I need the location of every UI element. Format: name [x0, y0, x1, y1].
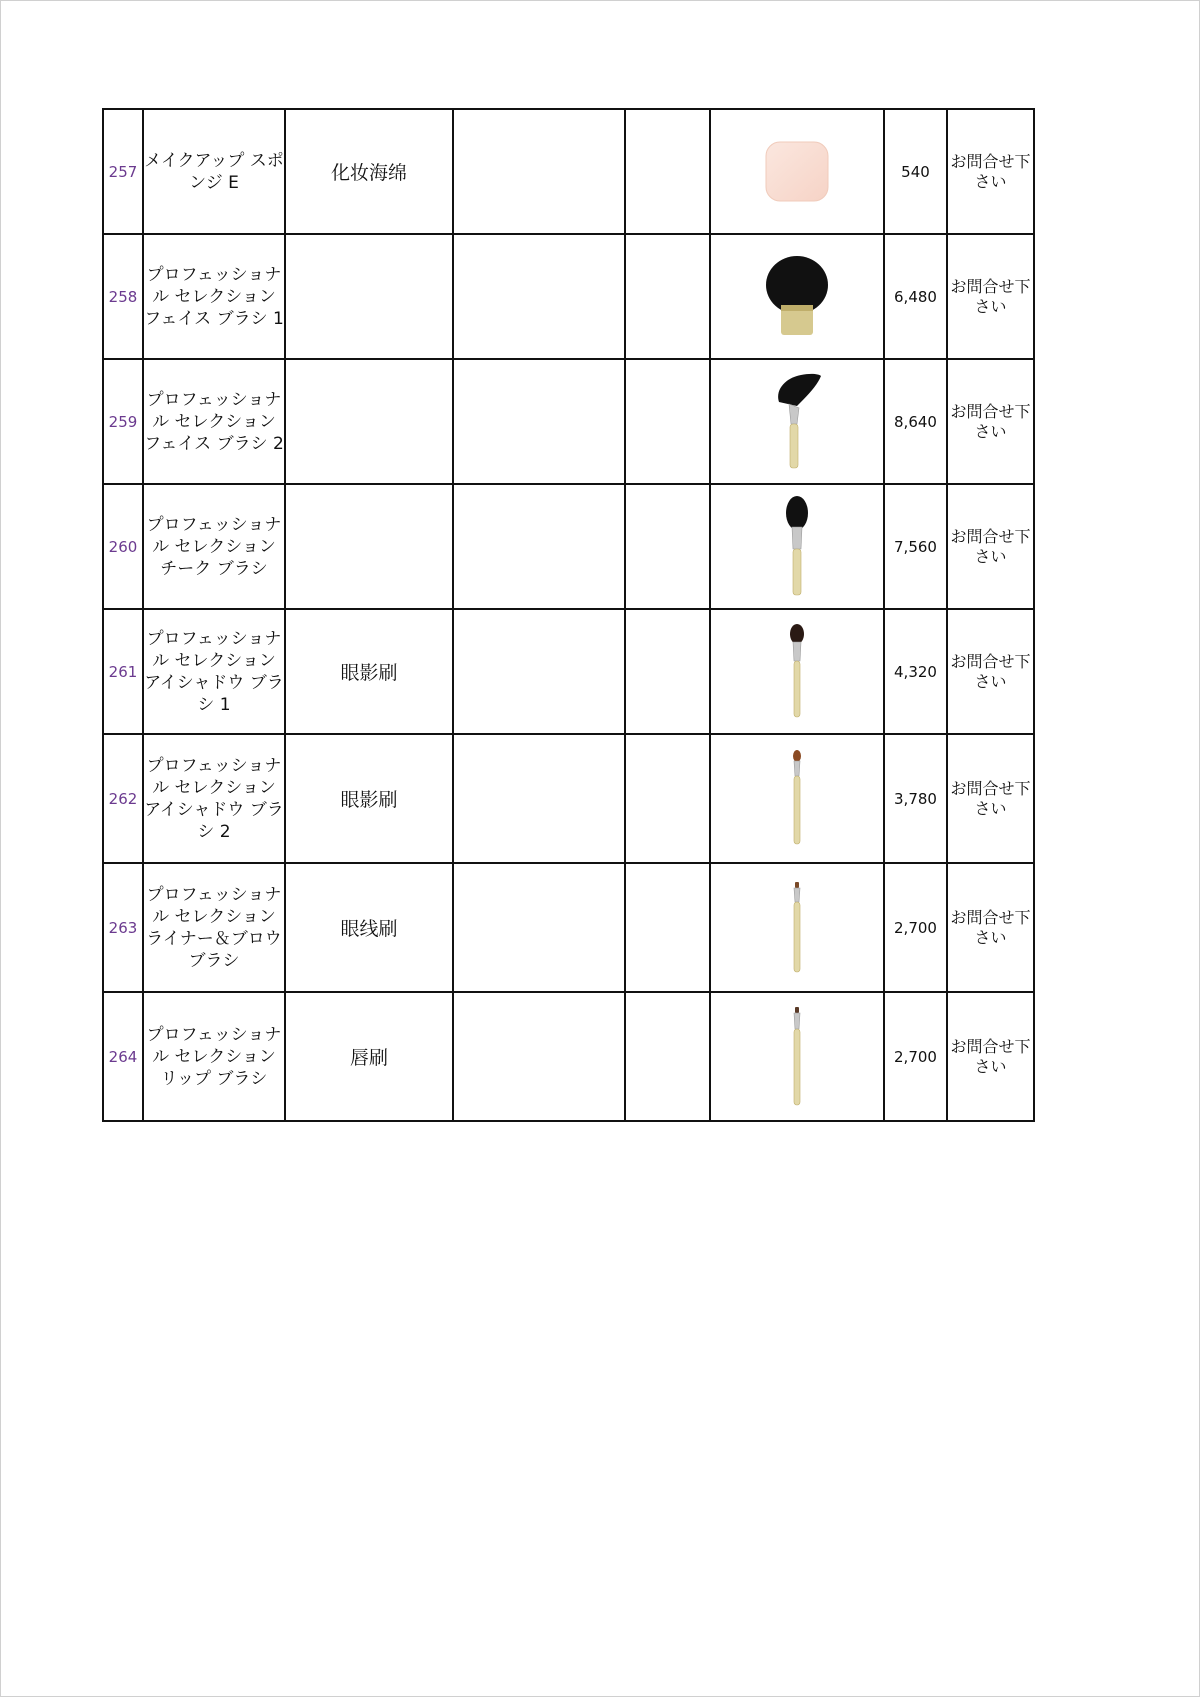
- angled-face-brush-icon: [767, 372, 827, 472]
- empty-cell: [453, 484, 625, 609]
- empty-cell: [625, 359, 710, 484]
- item-note: お問合せ下さい: [947, 359, 1034, 484]
- empty-cell: [625, 609, 710, 734]
- kabuki-brush-icon: [762, 255, 832, 339]
- item-price: 8,640: [884, 359, 947, 484]
- item-price: 3,780: [884, 734, 947, 863]
- item-number: 261: [103, 609, 143, 734]
- product-image-cell: [710, 234, 884, 359]
- item-chinese-name: 眼影刷: [285, 609, 453, 734]
- item-price: 4,320: [884, 609, 947, 734]
- item-number: 259: [103, 359, 143, 484]
- lip-brush-icon: [787, 1007, 807, 1107]
- table-row: [103, 992, 1034, 1121]
- item-note: お問合せ下さい: [947, 109, 1034, 234]
- product-image-cell: [710, 484, 884, 609]
- item-name: プロフェッショナル セレクション ライナー＆ブロウ ブラシ: [143, 863, 285, 992]
- sponge-icon: [762, 139, 832, 205]
- empty-cell: [453, 734, 625, 863]
- empty-cell: [625, 484, 710, 609]
- small-eyeshadow-brush-icon: [785, 750, 809, 848]
- item-note: お問合せ下さい: [947, 484, 1034, 609]
- empty-cell: [625, 863, 710, 992]
- item-note: お問合せ下さい: [947, 992, 1034, 1121]
- item-number: 258: [103, 234, 143, 359]
- product-image-cell: [710, 992, 884, 1121]
- item-number: 263: [103, 863, 143, 992]
- item-note: お問合せ下さい: [947, 734, 1034, 863]
- item-name: プロフェッショナル セレクション アイシャドウ ブラシ 2: [143, 734, 285, 863]
- item-note: お問合せ下さい: [947, 863, 1034, 992]
- product-table: [102, 108, 1035, 1122]
- table-row: [103, 234, 1034, 359]
- product-image-cell: [710, 863, 884, 992]
- empty-cell: [625, 234, 710, 359]
- empty-cell: [453, 359, 625, 484]
- table-row: [103, 484, 1034, 609]
- item-number: 260: [103, 484, 143, 609]
- item-chinese-name: 化妆海绵: [285, 109, 453, 234]
- item-chinese-name: [285, 359, 453, 484]
- empty-cell: [625, 109, 710, 234]
- item-price: 2,700: [884, 992, 947, 1121]
- item-number: 257: [103, 109, 143, 234]
- item-price: 7,560: [884, 484, 947, 609]
- item-number: 264: [103, 992, 143, 1121]
- item-price: 540: [884, 109, 947, 234]
- item-name: プロフェッショナル セレクション フェイス ブラシ 1: [143, 234, 285, 359]
- product-image-cell: [710, 109, 884, 234]
- table-row: [103, 359, 1034, 484]
- empty-cell: [625, 734, 710, 863]
- table-row: [103, 863, 1034, 992]
- eyeshadow-brush-icon: [782, 623, 812, 721]
- empty-cell: [453, 863, 625, 992]
- product-image-cell: [710, 359, 884, 484]
- item-name: プロフェッショナル セレクション アイシャドウ ブラシ 1: [143, 609, 285, 734]
- liner-brush-icon: [787, 882, 807, 974]
- item-chinese-name: 眼线刷: [285, 863, 453, 992]
- item-note: お問合せ下さい: [947, 234, 1034, 359]
- empty-cell: [453, 109, 625, 234]
- item-chinese-name: [285, 484, 453, 609]
- cheek-brush-icon: [777, 495, 817, 599]
- item-name: メイクアップ スポンジ E: [143, 109, 285, 234]
- item-number: 262: [103, 734, 143, 863]
- item-price: 2,700: [884, 863, 947, 992]
- empty-cell: [625, 992, 710, 1121]
- table-row: [103, 734, 1034, 863]
- table-row: [103, 109, 1034, 234]
- empty-cell: [453, 234, 625, 359]
- item-chinese-name: 眼影刷: [285, 734, 453, 863]
- item-chinese-name: [285, 234, 453, 359]
- item-note: お問合せ下さい: [947, 609, 1034, 734]
- product-image-cell: [710, 609, 884, 734]
- item-name: プロフェッショナル セレクション フェイス ブラシ 2: [143, 359, 285, 484]
- item-name: プロフェッショナル セレクション リップ ブラシ: [143, 992, 285, 1121]
- empty-cell: [453, 609, 625, 734]
- item-name: プロフェッショナル セレクション チーク ブラシ: [143, 484, 285, 609]
- item-chinese-name: 唇刷: [285, 992, 453, 1121]
- product-image-cell: [710, 734, 884, 863]
- empty-cell: [453, 992, 625, 1121]
- item-price: 6,480: [884, 234, 947, 359]
- table-row: [103, 609, 1034, 734]
